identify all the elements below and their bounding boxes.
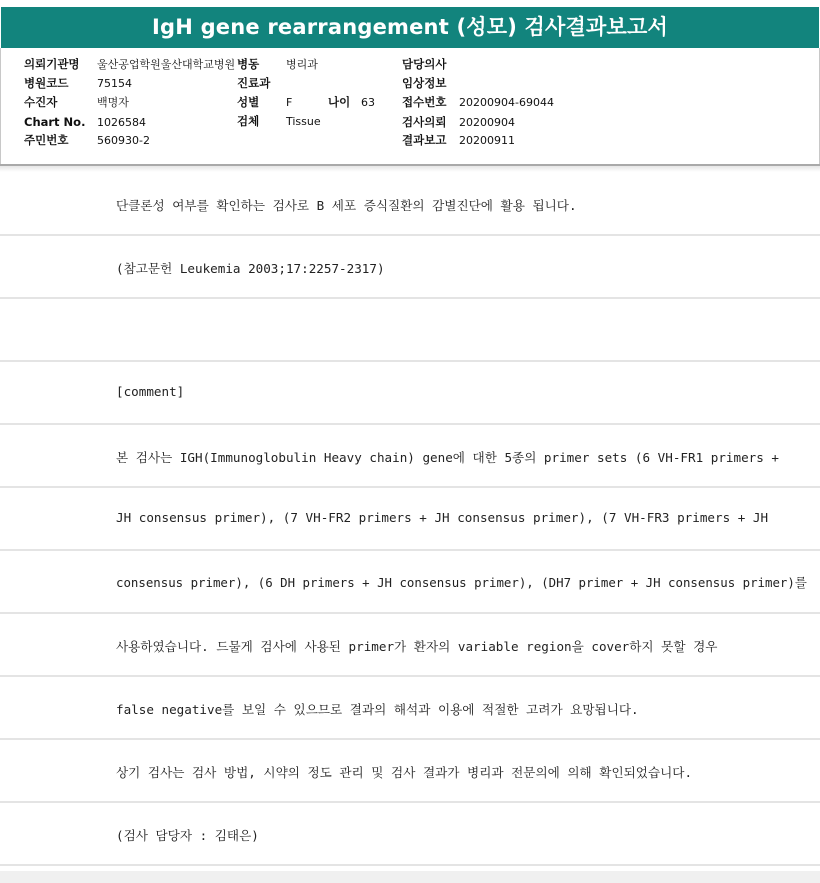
report-line: false negative를 보일 수 있으므로 결과의 해석과 이용에 적절한 고려가 요망됩니다. xyxy=(116,702,639,717)
report-row xyxy=(0,551,820,614)
receipt-number-value: 20200904-69044 xyxy=(459,96,554,109)
report-row xyxy=(0,362,820,425)
report-row xyxy=(0,803,820,866)
resident-number-value: 560930-2 xyxy=(97,134,150,147)
report-line: (참고문헌 Leukemia 2003;17:2257-2317) xyxy=(116,261,385,276)
sex-label: 성별 xyxy=(237,95,260,109)
header-shadow xyxy=(0,166,820,172)
chart-no-label: Chart No. xyxy=(24,115,86,129)
specimen-label: 검체 xyxy=(237,114,260,128)
test-request-label: 검사의뢰 xyxy=(402,115,447,129)
ward-value: 병리과 xyxy=(286,58,318,71)
receipt-number-label: 접수번호 xyxy=(402,95,447,109)
report-line: 단클론성 여부를 확인하는 검사로 B 세포 증식질환의 감별진단에 활용 됩니다. xyxy=(116,198,577,213)
hospital-code-value: 75154 xyxy=(97,77,132,90)
report-row xyxy=(0,173,820,236)
patient-label: 수진자 xyxy=(24,95,58,109)
age-value: 63 xyxy=(361,96,375,109)
report-row xyxy=(0,425,820,488)
resident-number-label: 주민번호 xyxy=(24,133,69,147)
report-line: 상기 검사는 검사 방법, 시약의 정도 관리 및 검사 결과가 병리과 전문의에 의해 확인되었습니다. xyxy=(116,765,693,780)
chart-no-value: 1026584 xyxy=(97,116,146,129)
report-title: IgH gene rearrangement (성모) 검사결과보고서 xyxy=(1,7,819,48)
hospital-code-label: 병원코드 xyxy=(24,76,69,90)
patient-value: 백명자 xyxy=(97,96,129,109)
report-row xyxy=(0,614,820,677)
report-line: [comment] xyxy=(116,384,185,399)
attending-doctor-label: 담당의사 xyxy=(402,57,447,71)
report-line: (검사 담당자 : 김태은) xyxy=(116,828,259,843)
specimen-value: Tissue xyxy=(286,115,321,128)
clinical-info-label: 임상정보 xyxy=(402,76,447,90)
test-request-value: 20200904 xyxy=(459,116,515,129)
report-row xyxy=(0,488,820,551)
requesting-institution-value: 울산공업학원울산대학교병원 xyxy=(97,58,236,71)
department-label: 진료과 xyxy=(237,76,271,90)
report-row xyxy=(0,236,820,299)
footer-strip xyxy=(0,871,820,883)
requesting-institution-label: 의뢰기관명 xyxy=(24,57,80,71)
report-line: 사용하였습니다. 드물게 검사에 사용된 primer가 환자의 variable region을 cover하지 못할 경우 xyxy=(116,639,718,654)
report-header xyxy=(0,48,820,164)
report-row xyxy=(0,299,820,362)
ward-label: 병동 xyxy=(237,57,260,71)
age-label: 나이 xyxy=(328,95,351,109)
report-line: JH consensus primer), (7 VH-FR2 primers + JH consensus primer), (7 VH-FR3 primers + JH xyxy=(116,510,769,525)
report-row xyxy=(0,740,820,803)
report-body xyxy=(0,173,820,866)
report-line: consensus primer), (6 DH primers + JH consensus primer), (DH7 primer + JH consensus primer)를 xyxy=(116,575,807,590)
report-line: 본 검사는 IGH(Immunoglobulin Heavy chain) gene에 대한 5종의 primer sets (6 VH-FR1 primers + xyxy=(116,450,779,465)
sex-value: F xyxy=(286,96,293,109)
result-report-label: 결과보고 xyxy=(402,133,447,147)
result-report-value: 20200911 xyxy=(459,134,515,147)
report-row xyxy=(0,677,820,740)
